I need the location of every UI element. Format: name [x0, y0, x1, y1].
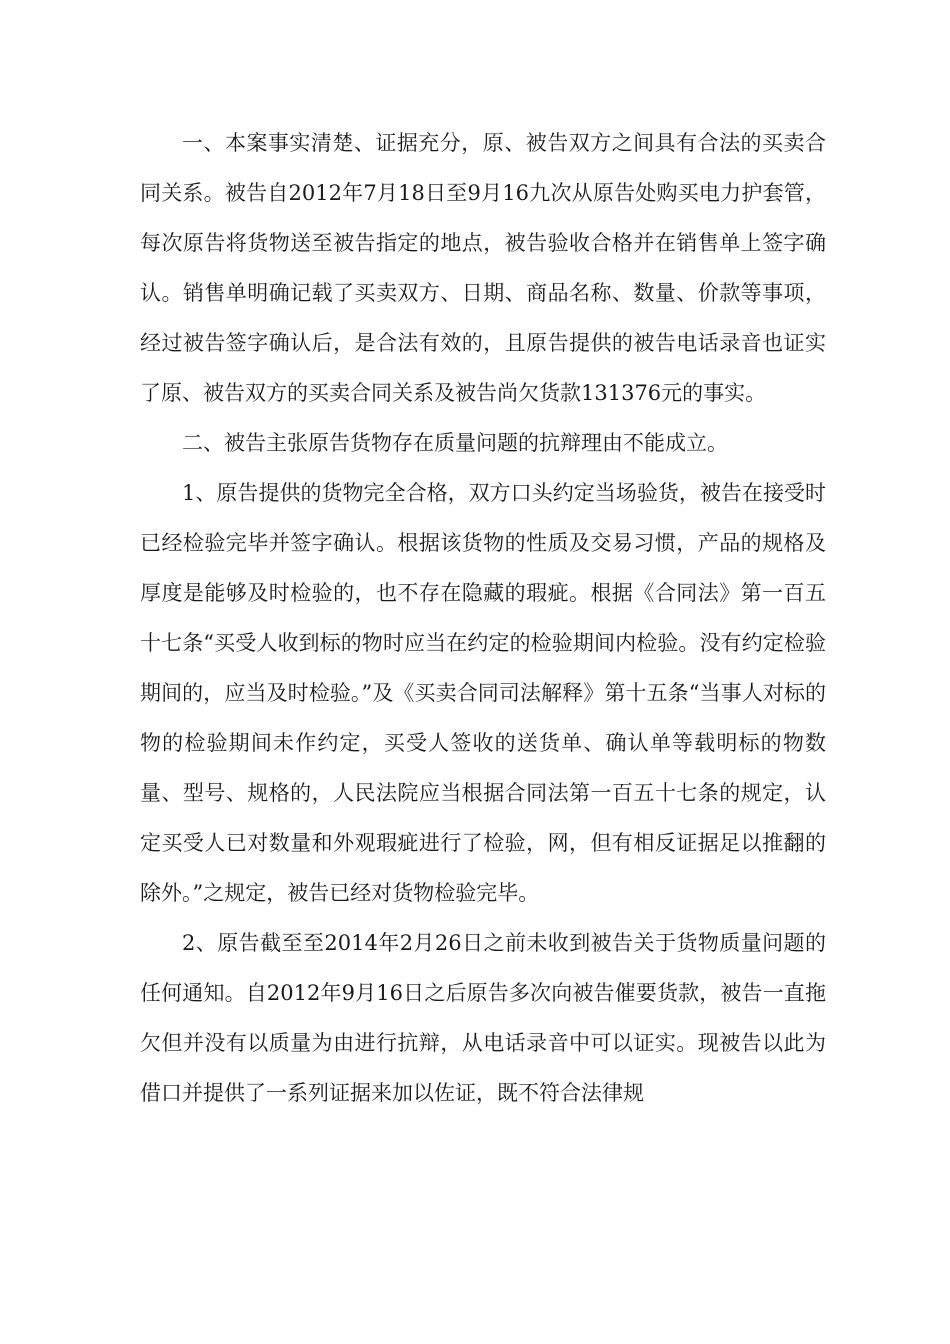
paragraph-fact-summary: 一、本案事实清楚、证据充分，原、被告双方之间具有合法的买卖合同关系。被告自2012年7月18日至9月16九次从原告处购买电力护套管，每次原告将货物送至被告指定的地点，被告验收合格并在销售单上签字确认。销售单明确记载了买卖双方、日期、商品名称、数量、价款等事项，经过被告签字确认后，是合法有效的，且原告提供的被告电话录音也证实了原、被告双方的买卖合同关系及被告尚欠货款131376元的事实。: [140, 131, 826, 405]
paragraph-no-quality-notice: 2、原告截至至2014年2月26日之前未收到被告关于货物质量问题的任何通知。自2012年9月16日之后原告多次向被告催要货款，被告一直拖欠但并没有以质量为由进行抗辩，从电话录音中可以证实。现被告以此为借口并提供了一系列证据来加以佐证，既不符合法律规: [140, 931, 826, 1105]
paragraph-quality-defense-heading: 二、被告主张原告货物存在质量问题的抗辩理由不能成立。: [182, 431, 728, 455]
paragraph-inspection-completed: 1、原告提供的货物完全合格，双方口头约定当场验货，被告在接受时已经检验完毕并签字确认。根据该货物的性质及交易习惯，产品的规格及厚度是能够及时检验的，也不存在隐藏的瑕疵。根据《合同法》第一百五十七条“买受人收到标的物时应当在约定的检验期间内检验。没有约定检验期间的，应当及时检验。”及《买卖合同司法解释》第十五条“当事人对标的物的检验期间未作约定，买受人签收的送货单、确认单等载明标的物数量、型号、规格的，人民法院应当根据合同法第一百五十七条的规定，认定买受人已对数量和外观瑕疵进行了检验，网，但有相反证据足以推翻的除外。”之规定，被告已经对货物检验完毕。: [140, 481, 826, 905]
document-page: [140, 118, 826, 1118]
